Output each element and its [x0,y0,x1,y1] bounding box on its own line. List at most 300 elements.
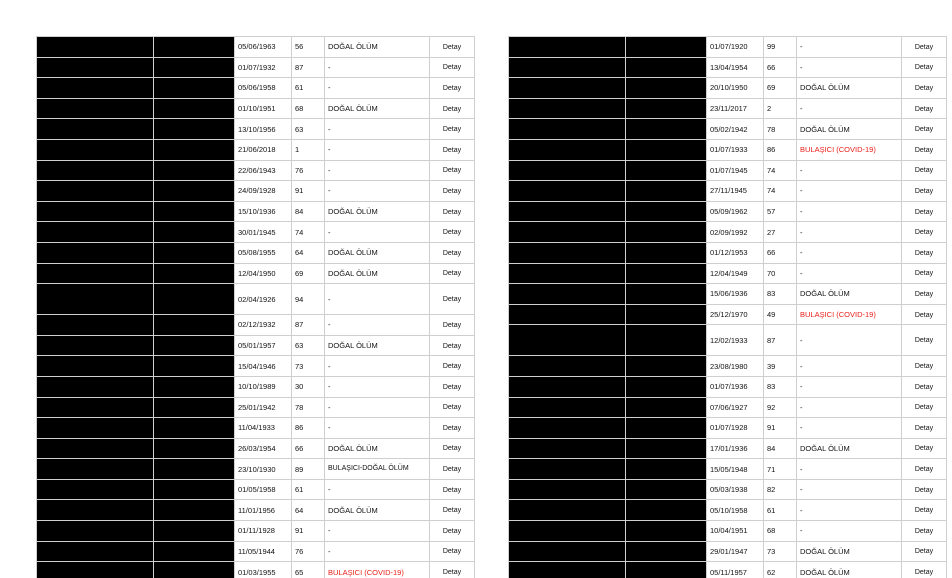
detail-cell[interactable] [902,78,947,99]
redacted-name-cell [509,263,626,284]
redacted-father-name-cell [154,263,235,284]
table-row [37,222,475,243]
cause-of-death-cell: - [797,160,902,181]
birth-date-cell: 30/01/1945 [235,222,292,243]
table-row [37,284,475,315]
cause-of-death-cell: - [797,325,902,356]
cause-of-death-cell: - [797,98,902,119]
redacted-name-cell [37,521,154,542]
detail-cell[interactable] [430,242,475,263]
detail-link[interactable]: Detay [442,126,462,134]
birth-date-cell: 17/01/1936 [707,438,764,459]
detail-cell[interactable] [430,78,475,99]
redacted-name-cell [37,263,154,284]
cause-of-death-cell: - [325,376,430,397]
redacted-father-name-cell [626,521,707,542]
detail-cell[interactable] [902,57,947,78]
table-row [37,181,475,202]
cause-of-death-cell: - [797,459,902,480]
age-cell: 86 [764,139,797,160]
table-row [37,201,475,222]
table-row [37,98,475,119]
table-row [37,397,475,418]
detail-link[interactable]: Detay [914,507,934,515]
records-table-right-wrapper [508,36,947,578]
detail-cell[interactable] [430,562,475,578]
detail-cell[interactable] [430,315,475,336]
redacted-father-name-cell [626,356,707,377]
detail-cell[interactable] [430,438,475,459]
redacted-name-cell [509,139,626,160]
detail-link[interactable]: Detay [442,296,462,304]
birth-date-cell: 01/07/1928 [707,418,764,439]
table-row [509,263,947,284]
age-cell: 66 [764,242,797,263]
birth-date-cell: 12/04/1949 [707,263,764,284]
redacted-name-cell [509,119,626,140]
cause-of-death-cell: - [325,222,430,243]
redacted-name-cell [37,98,154,119]
redacted-father-name-cell [154,335,235,356]
age-cell: 78 [292,397,325,418]
detail-cell[interactable] [902,418,947,439]
detail-link[interactable]: Detay [914,445,934,453]
birth-date-cell: 15/10/1936 [235,201,292,222]
detail-cell[interactable] [902,562,947,578]
cause-of-death-cell: DOĞAL ÖLÜM [325,500,430,521]
detail-link[interactable]: Detay [914,208,934,216]
table-row [37,242,475,263]
table-row [509,284,947,305]
redacted-name-cell [37,139,154,160]
table-row [509,479,947,500]
detail-cell[interactable] [902,119,947,140]
age-cell: 64 [292,242,325,263]
cause-of-death-cell: DOĞAL ÖLÜM [325,438,430,459]
detail-link[interactable]: Detay [914,64,934,72]
birth-date-cell: 15/05/1948 [707,459,764,480]
detail-link[interactable]: Detay [442,321,462,329]
detail-cell[interactable] [902,242,947,263]
birth-date-cell: 01/07/1920 [707,37,764,58]
redacted-father-name-cell [154,521,235,542]
age-cell: 76 [292,541,325,562]
birth-date-cell: 12/02/1933 [707,325,764,356]
detail-cell[interactable] [430,500,475,521]
detail-link[interactable]: Detay [914,466,934,474]
redacted-name-cell [37,242,154,263]
age-cell: 2 [764,98,797,119]
age-cell: 61 [292,479,325,500]
detail-cell[interactable] [902,356,947,377]
table-row [509,57,947,78]
detail-link[interactable]: Detay [914,270,934,278]
birth-date-cell: 01/07/1936 [707,376,764,397]
detail-link[interactable]: Detay [914,43,934,51]
cause-of-death-cell: BULAŞICI (COVID-19) [797,139,902,160]
redacted-father-name-cell [626,222,707,243]
detail-link[interactable]: Detay [442,527,462,535]
detail-cell[interactable] [430,335,475,356]
detail-cell[interactable] [902,139,947,160]
age-cell: 68 [764,521,797,542]
table-row [509,562,947,578]
detail-link[interactable]: Detay [914,290,934,298]
redacted-name-cell [509,459,626,480]
birth-date-cell: 29/01/1947 [707,541,764,562]
age-cell: 73 [292,356,325,377]
table-row [37,459,475,480]
detail-link[interactable]: Detay [914,249,934,257]
table-row [37,356,475,377]
detail-cell[interactable] [430,479,475,500]
detail-link[interactable]: Detay [914,311,934,319]
detail-link[interactable]: Detay [442,64,462,72]
detail-link[interactable]: Detay [442,84,462,92]
detail-link[interactable]: Detay [442,43,462,51]
redacted-father-name-cell [626,57,707,78]
cause-of-death-cell: - [325,57,430,78]
table-row [509,78,947,99]
redacted-father-name-cell [626,37,707,58]
birth-date-cell: 05/06/1963 [235,37,292,58]
birth-date-cell: 21/06/2018 [235,139,292,160]
detail-cell[interactable] [902,541,947,562]
age-cell: 69 [292,263,325,284]
redacted-name-cell [37,335,154,356]
detail-link[interactable]: Detay [914,105,934,113]
detail-cell[interactable] [902,222,947,243]
detail-link[interactable]: Detay [442,486,462,494]
detail-link[interactable]: Detay [914,126,934,134]
table-row [37,541,475,562]
redacted-father-name-cell [626,139,707,160]
detail-cell[interactable] [430,356,475,377]
cause-of-death-cell: - [797,201,902,222]
detail-cell[interactable] [902,397,947,418]
age-cell: 74 [764,160,797,181]
detail-link[interactable]: Detay [914,229,934,237]
cause-of-death-cell: DOĞAL ÖLÜM [325,263,430,284]
redacted-name-cell [509,356,626,377]
detail-cell[interactable] [902,160,947,181]
detail-link[interactable]: Detay [442,569,462,577]
table-row [37,263,475,284]
birth-date-cell: 05/06/1958 [235,78,292,99]
detail-cell[interactable] [430,418,475,439]
redacted-name-cell [37,376,154,397]
detail-cell[interactable] [430,57,475,78]
birth-date-cell: 01/10/1951 [235,98,292,119]
cause-of-death-cell: - [797,222,902,243]
detail-cell[interactable] [902,325,947,356]
detail-link[interactable]: Detay [914,486,934,494]
birth-date-cell: 11/05/1944 [235,541,292,562]
redacted-name-cell [509,325,626,356]
birth-date-cell: 05/10/1958 [707,500,764,521]
cause-of-death-cell: DOĞAL ÖLÜM [797,541,902,562]
redacted-name-cell [37,160,154,181]
redacted-father-name-cell [154,139,235,160]
detail-link[interactable]: Detay [442,466,462,474]
detail-cell[interactable] [430,160,475,181]
cause-of-death-cell: - [325,160,430,181]
detail-cell[interactable] [430,181,475,202]
birth-date-cell: 13/10/1956 [235,119,292,140]
table-row [37,139,475,160]
birth-date-cell: 02/04/1926 [235,284,292,315]
records-table-right [508,36,947,578]
table-row [509,500,947,521]
age-cell: 27 [764,222,797,243]
detail-link[interactable]: Detay [442,383,462,391]
redacted-name-cell [509,37,626,58]
redacted-name-cell [37,500,154,521]
age-cell: 91 [292,521,325,542]
detail-cell[interactable] [430,521,475,542]
detail-link[interactable]: Detay [914,187,934,195]
detail-link[interactable]: Detay [914,569,934,577]
redacted-father-name-cell [154,315,235,336]
cause-of-death-cell: - [325,356,430,377]
birth-date-cell: 26/03/1954 [235,438,292,459]
redacted-father-name-cell [626,201,707,222]
detail-link[interactable]: Detay [914,424,934,432]
birth-date-cell: 05/09/1962 [707,201,764,222]
detail-cell[interactable] [430,139,475,160]
cause-of-death-cell: - [325,418,430,439]
detail-link[interactable]: Detay [914,146,934,154]
redacted-name-cell [37,37,154,58]
detail-link[interactable]: Detay [914,548,934,556]
detail-link[interactable]: Detay [442,146,462,154]
cause-of-death-cell: - [325,181,430,202]
cause-of-death-cell: - [325,78,430,99]
detail-cell[interactable] [902,438,947,459]
age-cell: 74 [292,222,325,243]
detail-cell[interactable] [430,37,475,58]
detail-link[interactable]: Detay [442,507,462,515]
redacted-father-name-cell [154,242,235,263]
age-cell: 63 [292,119,325,140]
cause-of-death-cell: BULAŞICI (COVID-19) [325,562,430,578]
detail-link[interactable]: Detay [442,404,462,412]
redacted-name-cell [509,500,626,521]
redacted-father-name-cell [626,284,707,305]
detail-cell[interactable] [430,376,475,397]
detail-cell[interactable] [430,459,475,480]
detail-cell[interactable] [902,201,947,222]
redacted-father-name-cell [154,376,235,397]
detail-cell[interactable] [430,284,475,315]
age-cell: 74 [764,181,797,202]
age-cell: 87 [764,325,797,356]
age-cell: 73 [764,541,797,562]
redacted-father-name-cell [154,57,235,78]
redacted-name-cell [509,57,626,78]
redacted-name-cell [509,242,626,263]
age-cell: 39 [764,356,797,377]
detail-cell[interactable] [430,201,475,222]
cause-of-death-cell: DOĞAL ÖLÜM [797,562,902,578]
age-cell: 30 [292,376,325,397]
detail-cell[interactable] [430,222,475,243]
detail-link[interactable]: Detay [442,229,462,237]
redacted-father-name-cell [154,222,235,243]
table-row [509,325,947,356]
detail-link[interactable]: Detay [914,527,934,535]
cause-of-death-cell: - [325,397,430,418]
age-cell: 78 [764,119,797,140]
table-row [509,181,947,202]
detail-link[interactable]: Detay [442,445,462,453]
age-cell: 83 [764,284,797,305]
birth-date-cell: 01/03/1955 [235,562,292,578]
redacted-name-cell [509,304,626,325]
redacted-father-name-cell [154,78,235,99]
age-cell: 66 [764,57,797,78]
redacted-name-cell [37,284,154,315]
redacted-father-name-cell [154,201,235,222]
redacted-name-cell [509,201,626,222]
birth-date-cell: 01/05/1958 [235,479,292,500]
table-row [37,78,475,99]
detail-link[interactable]: Detay [442,342,462,350]
table-row [37,37,475,58]
birth-date-cell: 05/02/1942 [707,119,764,140]
cause-of-death-cell: - [797,418,902,439]
detail-link[interactable]: Detay [442,363,462,371]
detail-cell[interactable] [902,284,947,305]
redacted-father-name-cell [154,479,235,500]
detail-cell[interactable] [902,459,947,480]
redacted-father-name-cell [626,325,707,356]
birth-date-cell: 01/07/1933 [707,139,764,160]
detail-cell[interactable] [902,181,947,202]
redacted-father-name-cell [626,459,707,480]
detail-cell[interactable] [902,500,947,521]
redacted-name-cell [509,397,626,418]
detail-link[interactable]: Detay [914,363,934,371]
detail-cell[interactable] [902,98,947,119]
birth-date-cell: 15/04/1946 [235,356,292,377]
detail-link[interactable]: Detay [442,548,462,556]
detail-link[interactable]: Detay [442,270,462,278]
table-row [509,160,947,181]
cause-of-death-cell: - [797,500,902,521]
detail-cell[interactable] [902,479,947,500]
detail-link[interactable]: Detay [914,337,934,345]
detail-link[interactable]: Detay [442,187,462,195]
table-row [509,242,947,263]
redacted-name-cell [509,521,626,542]
redacted-father-name-cell [626,160,707,181]
table-row [509,459,947,480]
cause-of-death-cell: - [797,242,902,263]
records-table-left-wrapper [36,36,475,578]
age-cell: 66 [292,438,325,459]
age-cell: 68 [292,98,325,119]
redacted-name-cell [509,438,626,459]
redacted-name-cell [37,119,154,140]
redacted-name-cell [509,160,626,181]
detail-cell[interactable] [902,37,947,58]
birth-date-cell: 25/01/1942 [235,397,292,418]
redacted-father-name-cell [154,119,235,140]
cause-of-death-cell: - [325,119,430,140]
table-row [509,139,947,160]
cause-of-death-cell: - [325,521,430,542]
table-row [37,160,475,181]
redacted-father-name-cell [626,78,707,99]
detail-link[interactable]: Detay [442,249,462,257]
detail-link[interactable]: Detay [914,404,934,412]
age-cell: 83 [764,376,797,397]
detail-link[interactable]: Detay [914,84,934,92]
age-cell: 87 [292,315,325,336]
detail-link[interactable]: Detay [442,208,462,216]
age-cell: 91 [764,418,797,439]
detail-cell[interactable] [902,376,947,397]
detail-cell[interactable] [902,263,947,284]
table-row [37,119,475,140]
table-row [509,98,947,119]
age-cell: 94 [292,284,325,315]
redacted-name-cell [37,78,154,99]
detail-cell[interactable] [430,541,475,562]
age-cell: 71 [764,459,797,480]
table-row [37,335,475,356]
redacted-father-name-cell [154,459,235,480]
redacted-father-name-cell [154,500,235,521]
table-row [509,356,947,377]
detail-cell[interactable] [430,119,475,140]
cause-of-death-cell: - [797,397,902,418]
detail-link[interactable]: Detay [442,424,462,432]
detail-link[interactable]: Detay [914,383,934,391]
age-cell: 86 [292,418,325,439]
detail-link[interactable]: Detay [442,167,462,175]
detail-cell[interactable] [902,304,947,325]
cause-of-death-cell: DOĞAL ÖLÜM [325,335,430,356]
cause-of-death-cell: - [797,37,902,58]
redacted-father-name-cell [154,37,235,58]
age-cell: 84 [292,201,325,222]
detail-cell[interactable] [430,98,475,119]
cause-of-death-cell: DOĞAL ÖLÜM [797,438,902,459]
redacted-father-name-cell [626,242,707,263]
detail-cell[interactable] [902,521,947,542]
birth-date-cell: 11/04/1933 [235,418,292,439]
redacted-father-name-cell [626,263,707,284]
detail-link[interactable]: Detay [914,167,934,175]
detail-link[interactable]: Detay [442,105,462,113]
redacted-name-cell [37,181,154,202]
birth-date-cell: 23/11/2017 [707,98,764,119]
birth-date-cell: 13/04/1954 [707,57,764,78]
birth-date-cell: 23/08/1980 [707,356,764,377]
redacted-father-name-cell [626,541,707,562]
detail-cell[interactable] [430,263,475,284]
birth-date-cell: 23/10/1930 [235,459,292,480]
table-row [37,500,475,521]
cause-of-death-cell: - [325,541,430,562]
table-row [509,119,947,140]
cause-of-death-cell: - [797,376,902,397]
birth-date-cell: 24/09/1928 [235,181,292,202]
birth-date-cell: 15/06/1936 [707,284,764,305]
detail-cell[interactable] [430,397,475,418]
